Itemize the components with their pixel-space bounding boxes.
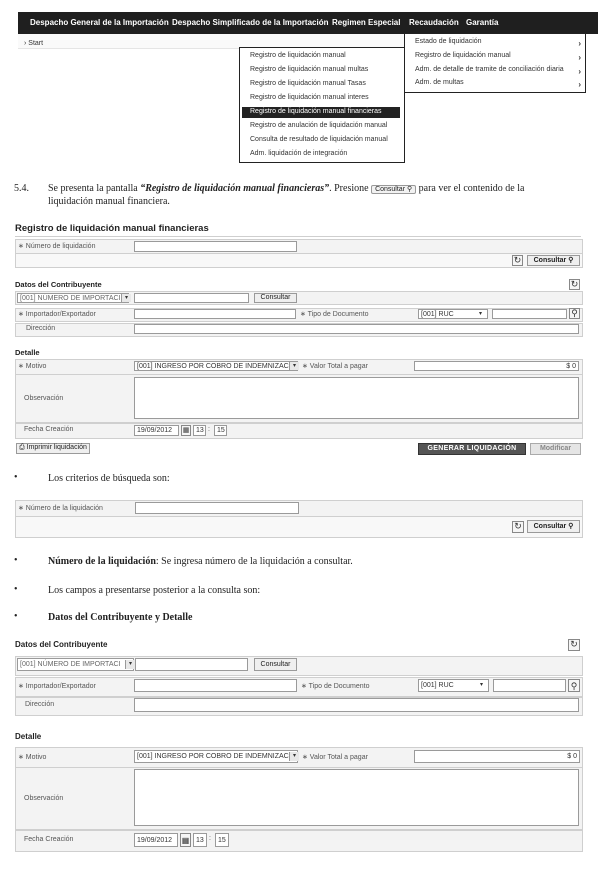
- breadcrumb[interactable]: [24, 40, 43, 47]
- submenu-item-registro[interactable]: Registro de liquidación manual: [415, 52, 511, 59]
- fecha-label: Fecha Creación: [24, 426, 74, 433]
- calendar-icon[interactable]: ▦: [182, 427, 190, 434]
- submenu-item-financieras[interactable]: Registro de liquidación manual financieras: [250, 108, 382, 115]
- observacion-label: Observación: [24, 395, 64, 402]
- hour-input[interactable]: 13: [193, 833, 207, 847]
- nav-regimen-especial[interactable]: Regimen Especial: [332, 18, 401, 27]
- chevron-down-icon[interactable]: ▾: [289, 362, 299, 370]
- observacion-textarea[interactable]: [134, 769, 579, 826]
- search-icon[interactable]: ⚲: [569, 308, 580, 319]
- calendar-icon[interactable]: ▦: [180, 833, 191, 847]
- printer-icon: ⎙: [19, 444, 25, 451]
- numero-label: ∗ Número de liquidación: [18, 243, 96, 250]
- submenu-item[interactable]: Registro de liquidación manual multas: [250, 66, 369, 73]
- refresh-icon[interactable]: ↻: [513, 255, 522, 265]
- numero-liq-input[interactable]: [135, 502, 299, 514]
- chevron-right-icon: ›: [578, 53, 581, 62]
- bullet-icon: •: [14, 555, 18, 566]
- bullet-icon: •: [14, 584, 18, 595]
- submenu-item[interactable]: Registro de liquidación manual interes: [250, 94, 369, 101]
- bullet-icon: •: [14, 611, 18, 622]
- bullet-text: Datos del Contribuyente y Detalle: [48, 612, 193, 623]
- motivo-select[interactable]: [001] INGRESO POR COBRO DE INDEMNIZAC: [134, 361, 298, 371]
- tipo-doc-label: ∗ Tipo de Documento: [301, 683, 370, 690]
- tipo-doc-select[interactable]: [001] RUC: [418, 309, 488, 319]
- chevron-down-icon[interactable]: ▾: [121, 294, 131, 302]
- submenu-registro-liquidacion: [239, 47, 405, 163]
- chevron-down-icon[interactable]: ▾: [289, 752, 299, 761]
- search-icon[interactable]: ⚲: [568, 679, 580, 692]
- consultar-doc-button[interactable]: Consultar: [254, 658, 297, 671]
- direccion-label: Dirección: [26, 325, 56, 332]
- doc-type-select[interactable]: [001] NÚMERO DE IMPORTACI: [17, 658, 134, 671]
- consultar-doc-button[interactable]: Consultar: [254, 293, 297, 303]
- actions-row: [15, 516, 583, 538]
- motivo-label: ∗ Motivo: [18, 363, 47, 370]
- refresh-icon[interactable]: ↻: [512, 521, 524, 533]
- tipo-doc-input[interactable]: [493, 679, 566, 692]
- section-paragraph: 5.4. Se presenta la pantalla “Registro de liquidación manual financieras”. Presione Consultar ⚲ para ver el contenido de la: [14, 183, 525, 194]
- hour-input[interactable]: 13: [193, 425, 206, 436]
- observacion-textarea[interactable]: [134, 377, 579, 419]
- inline-consultar-button: Consultar ⚲: [371, 185, 416, 194]
- motivo-label: ∗ Motivo: [18, 754, 47, 761]
- contrib-title: Datos del Contribuyente: [15, 280, 102, 289]
- chevron-down-icon[interactable]: ▾: [125, 660, 135, 669]
- chevron-right-icon: ›: [578, 80, 581, 89]
- fecha-input[interactable]: 19/09/2012: [134, 425, 179, 436]
- valor-input[interactable]: $ 0: [414, 750, 580, 763]
- fecha-label: Fecha Creación: [24, 836, 74, 843]
- chevron-down-icon[interactable]: ▾: [477, 681, 486, 690]
- actions-row: [15, 253, 583, 268]
- chevron-right-icon: ›: [578, 67, 581, 76]
- search-icon: ⚲: [568, 257, 574, 264]
- bullet-text: Los criterios de búsqueda son:: [48, 473, 170, 484]
- bullet-icon: •: [14, 472, 18, 483]
- imprimir-button[interactable]: ⎙ Imprimir liquidación: [16, 443, 90, 454]
- form-title: Registro de liquidación manual financieras: [15, 223, 209, 234]
- valor-label: ∗ Valor Total a pagar: [302, 363, 368, 370]
- refresh-icon[interactable]: ↻: [568, 639, 580, 651]
- submenu-item[interactable]: Consulta de resultado de liquidación manual: [250, 136, 388, 143]
- submenu-item[interactable]: Registro de liquidación manual: [250, 52, 346, 59]
- doc-number-input[interactable]: [134, 293, 249, 303]
- modificar-button[interactable]: Modificar: [530, 443, 581, 455]
- contrib-title: Datos del Contribuyente: [15, 640, 108, 649]
- submenu-item[interactable]: Adm. liquidación de integración: [250, 150, 348, 157]
- tipo-doc-input[interactable]: [492, 309, 567, 319]
- detalle-title: Detalle: [15, 732, 42, 741]
- bullet-text: Número de la liquidación: Se ingresa número de la liquidación a consultar.: [48, 556, 353, 567]
- minute-input[interactable]: 15: [214, 425, 227, 436]
- submenu-item-conciliacion[interactable]: Adm. de detalle de tramite de conciliación diaria: [415, 66, 564, 73]
- time-separator: :: [208, 426, 210, 433]
- section-number: 5.4.: [14, 183, 29, 194]
- bullet-text: Los campos a presentarse posterior a la consulta son:: [48, 585, 261, 596]
- nav-garantia[interactable]: Garantía: [466, 18, 499, 27]
- doc-number-input[interactable]: [135, 658, 248, 671]
- importador-input[interactable]: [134, 309, 296, 319]
- search-icon: ⚲: [406, 186, 413, 193]
- consultar-button[interactable]: Consultar ⚲: [527, 520, 580, 533]
- nav-despacho-general[interactable]: Despacho General de la Importación: [30, 18, 169, 27]
- submenu-item-multas[interactable]: Adm. de multas: [415, 79, 464, 86]
- time-separator: :: [209, 835, 211, 842]
- submenu-item-estado[interactable]: Estado de liquidación: [415, 38, 482, 45]
- importador-label: ∗ Importador/Exportador: [18, 311, 96, 318]
- fecha-input[interactable]: 19/09/2012: [134, 833, 178, 847]
- valor-label: ∗ Valor Total a pagar: [302, 754, 368, 761]
- doc-type-select[interactable]: [001] NÚMERO DE IMPORTACI: [17, 293, 129, 303]
- numero-input[interactable]: [134, 241, 297, 252]
- consultar-button[interactable]: Consultar ⚲: [527, 255, 580, 266]
- section-paragraph-line2: liquidación manual financiera.: [48, 196, 170, 207]
- chevron-right-icon: ›: [578, 39, 581, 48]
- direccion-input[interactable]: [134, 698, 579, 712]
- generar-liquidacion-button[interactable]: GENERAR LIQUIDACIÓN: [418, 443, 526, 455]
- search-icon: ⚲: [568, 523, 574, 530]
- fecha-row: [15, 423, 583, 439]
- importador-input[interactable]: [134, 679, 297, 692]
- valor-input[interactable]: $ 0: [414, 361, 579, 371]
- tipo-doc-select[interactable]: [001] RUC: [418, 679, 489, 692]
- tipo-doc-label: ∗ Tipo de Documento: [300, 311, 369, 318]
- nav-despacho-simplificado[interactable]: Despacho Simplificado de la Importación: [172, 18, 329, 27]
- importador-label: ∗ Importador/Exportador: [18, 683, 96, 690]
- breadcrumb-start[interactable]: Start: [28, 40, 44, 47]
- refresh-icon[interactable]: ↻: [570, 279, 579, 289]
- direccion-label: Dirección: [25, 701, 55, 708]
- minute-input[interactable]: 15: [215, 833, 229, 847]
- breadcrumb-chevron-icon: ›: [24, 40, 27, 47]
- submenu-recaudacion: [404, 33, 586, 93]
- divider: [15, 236, 581, 237]
- chevron-down-icon[interactable]: ▾: [476, 310, 485, 318]
- submenu-item[interactable]: Registro de liquidación manual Tasas: [250, 80, 366, 87]
- detalle-title: Detalle: [15, 348, 40, 357]
- direccion-input[interactable]: [134, 324, 579, 334]
- observacion-label: Observación: [24, 795, 64, 802]
- fecha-row: [15, 830, 583, 852]
- motivo-select[interactable]: [001] INGRESO POR COBRO DE INDEMNIZAC: [134, 750, 298, 763]
- submenu-item[interactable]: Registro de anulación de liquidación manual: [250, 122, 388, 129]
- nav-recaudacion[interactable]: Recaudación: [409, 18, 459, 27]
- numero-liq-label: ∗ Número de la liquidación: [18, 505, 103, 512]
